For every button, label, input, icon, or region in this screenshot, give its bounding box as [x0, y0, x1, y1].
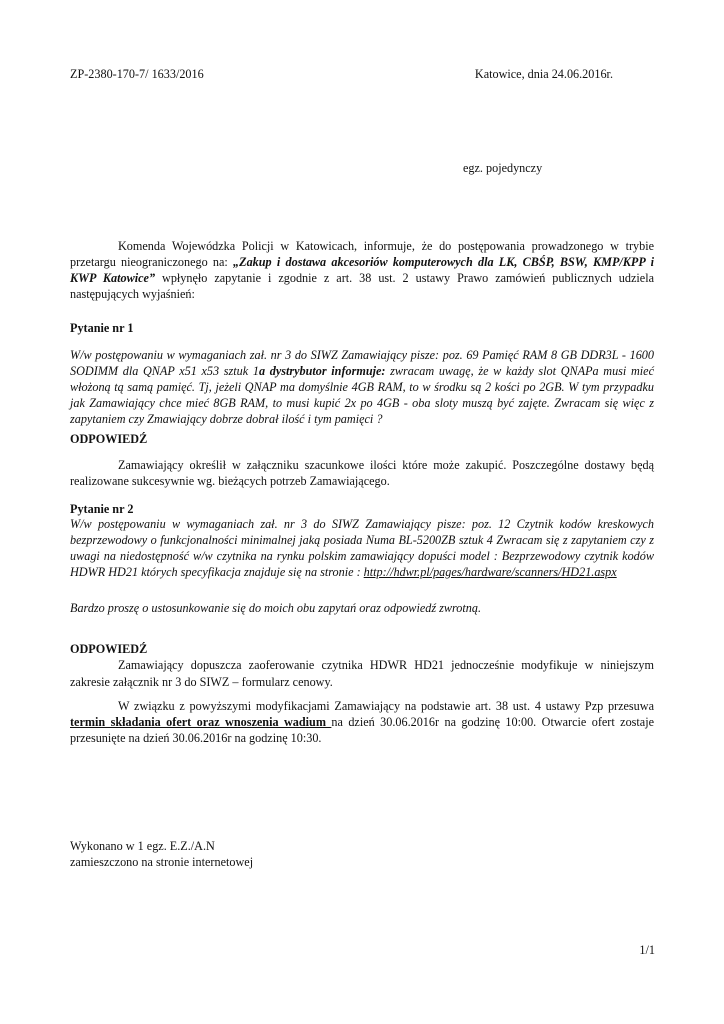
question-2-text: [70, 516, 654, 580]
question-1-text-2: zwracam uwagę, że w każdy slot QNAPa musi mieć włożoną tą samą pamięć. Tj, jeżeli QNAP ma domyślnie 4GB RAM, to w środku są 2 kości po 2GB. W tym przypadku jak Zamawiający chce mieć 8GB RAM, to musi kupić 2x po 4GB - oba sloty muszą być zajęte. Zwracam się więc z zapytaniem czy Zmawiający dobrze dobrał ilość i tym pamięci ?: [70, 364, 654, 426]
closing-paragraph: [70, 698, 654, 746]
closing-text-2: na dzień 30.06.2016r na godzinę 10:00. Otwarcie ofert zostaje przesunięte na dzień 30.06.2016r na godzinę 10:30.: [70, 715, 655, 745]
intro-text-2: wpłynęło zapytanie i zgodnie z art. 38 ust. 2 ustawy Prawo zamówień publicznych udziela następujących wyjaśnień:: [70, 271, 654, 301]
answer-2-heading: ODPOWIEDŹ: [70, 642, 148, 656]
closing-text-1: W związku z powyższymi modyfikacjami Zamawiający na podstawie art. 38 ust. 4 ustawy Pzp przesuwa: [118, 699, 654, 713]
copy-note: egz. pojedynczy: [463, 161, 543, 175]
answer-1-heading: ODPOWIEDŹ: [70, 432, 148, 446]
page-number: 1/1: [639, 943, 655, 957]
question-2-text-1: W/w postępowaniu w wymaganiach zał. nr 3 do SIWZ Zamawiający pisze: poz. 12 Czytnik kodów kreskowych bezprzewodowy o funkcjonalności minimalnej jaką posiada Numa BL-5200ZB sztuk 4 Zwracam się z zapytaniem czy z uwagi na niedostępność w/w czytnika na rynku polskim zamawiający dopuści model : Bezprzewodowy czytnik kodów HDWR HD21 których specyfikacja znajduje się na stronie :: [70, 517, 654, 579]
question-2-heading: Pytanie nr 2: [70, 502, 134, 516]
footer-executed: Wykonano w 1 egz. E.Z./A.N: [70, 839, 215, 853]
tender-title: „Zakup i dostawa akcesoriów komputerowych dla LK, CBŚP, BSW, KMP/KPP i KWP Katowice”: [70, 255, 654, 285]
question-1-heading: Pytanie nr 1: [70, 321, 134, 335]
intro-paragraph: [70, 238, 654, 302]
answer-1-text: Zamawiający określił w załączniku szacunkowe ilości które może zakupić. Poszczególne dostawy będą realizowane sukcesywnie wg. bieżących potrzeb Zamawiającego.: [70, 458, 654, 488]
question-1-text-1: W/w postępowaniu w wymaganiach zał. nr 3 do SIWZ Zamawiający pisze: poz. 69 Pamięć RAM 8 GB DDR3L - 1600 SODIMM dla QNAP x51 x53 sztuk 1: [70, 348, 654, 378]
intro-text-1: Komenda Wojewódzka Policji w Katowicach, informuje, że do postępowania prowadzonego w trybie przetargu nieograniczonego na:: [70, 239, 654, 269]
question-1-emphasis: a dystrybutor informuje:: [258, 364, 386, 378]
question-1-text: [70, 347, 654, 427]
place-date: Katowice, dnia 24.06.2016r.: [474, 67, 613, 81]
footer-published: zamieszczono na stronie internetowej: [70, 855, 254, 869]
deadline-emphasis: termin składania ofert oraz wnoszenia wadium: [70, 715, 332, 729]
answer-2-text: Zamawiający dopuszcza zaoferowanie czytnika HDWR HD21 jednocześnie modyfikuje w niniejszym zakresie załącznik nr 3 do SIWZ – formularz cenowy.: [70, 658, 654, 689]
reference-number: ZP-2380-170-7/ 1633/2016: [70, 67, 204, 81]
hdwr-spec-link[interactable]: http://hdwr.pl/pages/hardware/scanners/HD21.aspx: [363, 565, 617, 579]
question-2-closing: Bardzo proszę o ustosunkowanie się do moich obu zapytań oraz odpowiedź zwrotną.: [70, 601, 481, 615]
